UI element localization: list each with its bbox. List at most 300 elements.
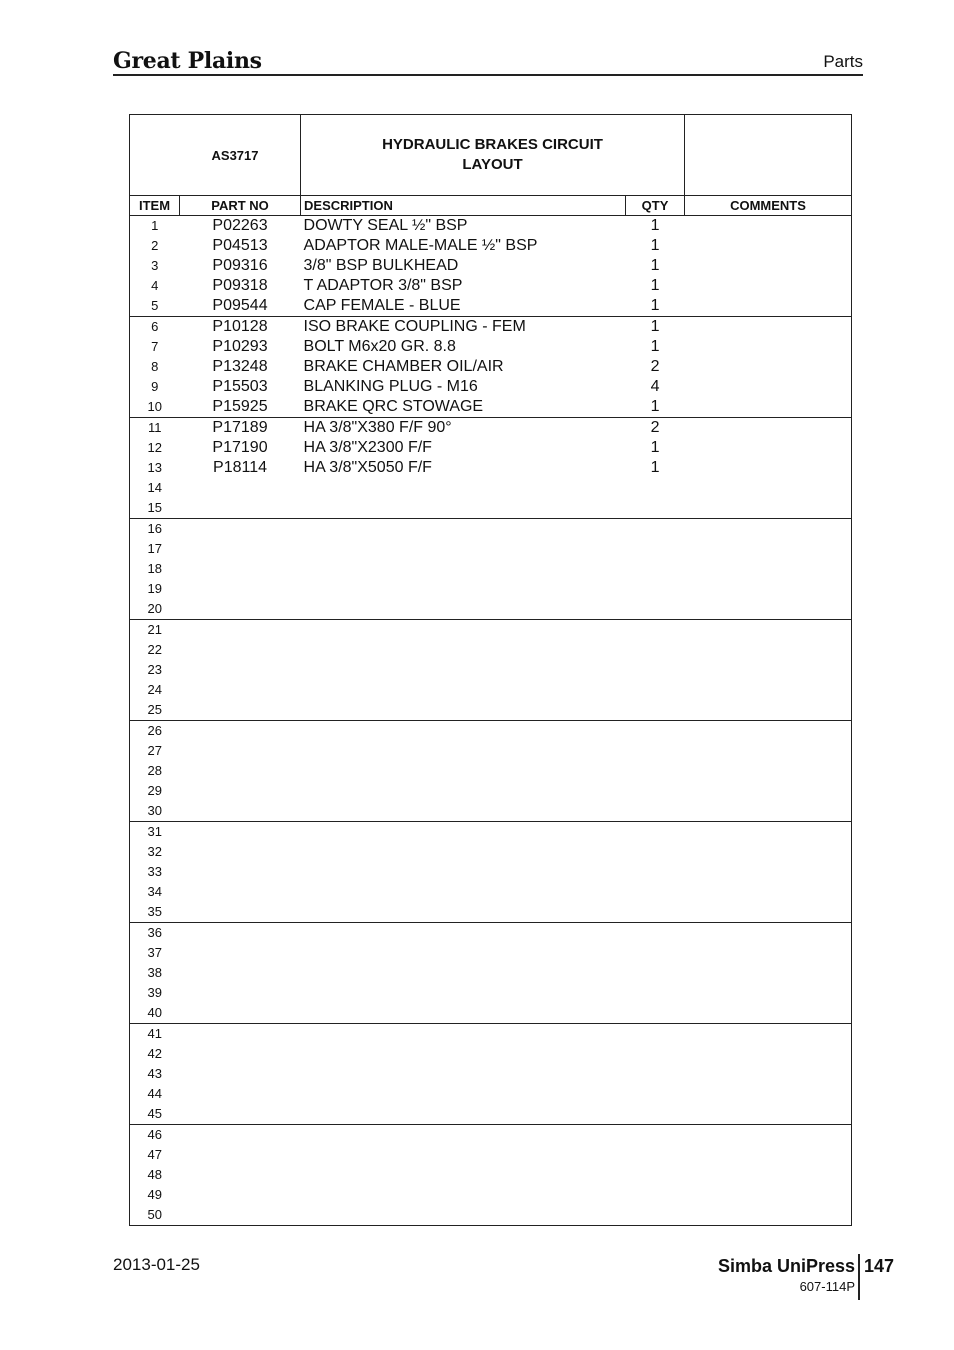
cell-qty — [626, 1104, 685, 1125]
cell-item: 40 — [130, 1003, 180, 1024]
cell-item: 33 — [130, 862, 180, 882]
table-row — [130, 337, 852, 357]
table-row — [130, 377, 852, 397]
cell-comments — [685, 660, 852, 680]
cell-comments — [685, 882, 852, 902]
cell-description — [301, 1003, 626, 1024]
table-row — [130, 296, 852, 317]
cell-part-no — [180, 721, 301, 742]
cell-qty: 1 — [650, 257, 660, 274]
table-row — [130, 256, 852, 276]
cell-part-no: P09318 — [212, 277, 268, 294]
cell-item: 37 — [130, 943, 180, 963]
table-row — [130, 781, 852, 801]
cell-comments — [685, 761, 852, 781]
cell-item: 44 — [130, 1084, 180, 1104]
cell-item: 15 — [130, 498, 180, 519]
cell-item: 22 — [130, 640, 180, 660]
cell-qty — [626, 519, 685, 540]
cell-comments — [685, 317, 852, 338]
cell-item: 17 — [130, 539, 180, 559]
cell-item: 4 — [130, 276, 180, 296]
cell-part-no — [180, 902, 301, 923]
cell-description — [301, 963, 626, 983]
cell-item: 46 — [130, 1125, 180, 1146]
cell-description — [301, 478, 626, 498]
cell-description — [301, 1084, 626, 1104]
cell-part-no: P10128 — [212, 318, 268, 335]
table-row — [130, 418, 852, 439]
cell-part-no — [180, 1165, 301, 1185]
cell-comments — [685, 478, 852, 498]
cell-comments — [685, 983, 852, 1003]
assembly-title-line1: HYDRAULIC BRAKES CIRCUIT — [382, 136, 603, 153]
cell-comments — [685, 377, 852, 397]
cell-part-no — [180, 761, 301, 781]
table-row — [130, 660, 852, 680]
cell-qty — [626, 721, 685, 742]
cell-comments — [685, 337, 852, 357]
cell-qty — [626, 539, 685, 559]
cell-qty — [626, 620, 685, 641]
assembly-number: AS3717 — [130, 115, 301, 196]
cell-comments — [685, 640, 852, 660]
cell-description: ISO BRAKE COUPLING - FEM — [303, 318, 526, 335]
table-row — [130, 1104, 852, 1125]
cell-comments — [685, 1185, 852, 1205]
cell-qty — [626, 741, 685, 761]
cell-qty: 1 — [650, 338, 660, 355]
cell-description — [301, 761, 626, 781]
cell-part-no — [180, 842, 301, 862]
cell-part-no — [180, 923, 301, 944]
table-row — [130, 902, 852, 923]
cell-qty — [626, 1024, 685, 1045]
cell-item: 27 — [130, 741, 180, 761]
cell-description — [301, 539, 626, 559]
table-row — [130, 539, 852, 559]
cell-part-no: P02263 — [212, 217, 268, 234]
cell-description — [301, 660, 626, 680]
table-row — [130, 862, 852, 882]
cell-part-no: P09544 — [180, 296, 301, 317]
cell-part-no — [180, 519, 301, 540]
table-row — [130, 216, 852, 237]
cell-part-no — [180, 478, 301, 498]
cell-qty — [626, 1084, 685, 1104]
cell-part-no: P18114 — [213, 459, 267, 476]
table-row — [130, 276, 852, 296]
cell-item: 9 — [130, 377, 180, 397]
table-title-row — [130, 115, 852, 196]
cell-item: 21 — [130, 620, 180, 641]
cell-description — [301, 1185, 626, 1205]
cell-qty — [626, 700, 685, 721]
cell-item: 28 — [130, 761, 180, 781]
cell-qty — [626, 1165, 685, 1185]
table-row — [130, 842, 852, 862]
cell-qty — [626, 599, 685, 620]
cell-item: 36 — [130, 923, 180, 944]
cell-part-no: P09316 — [212, 257, 268, 274]
cell-description: HA 3/8"X380 F/F 90° — [303, 419, 452, 436]
cell-qty — [626, 923, 685, 944]
cell-comments — [685, 801, 852, 822]
cell-description — [301, 822, 626, 843]
cell-description — [301, 862, 626, 882]
cell-qty: 1 — [650, 318, 660, 335]
table-row — [130, 822, 852, 843]
cell-item: 24 — [130, 680, 180, 700]
cell-qty — [626, 680, 685, 700]
cell-item: 20 — [130, 599, 180, 620]
cell-description — [301, 1125, 626, 1146]
table-row — [130, 761, 852, 781]
cell-item: 48 — [130, 1165, 180, 1185]
cell-comments — [685, 599, 852, 620]
cell-item: 32 — [130, 842, 180, 862]
cell-part-no — [180, 1064, 301, 1084]
cell-item: 50 — [130, 1205, 180, 1226]
table-row — [130, 498, 852, 519]
cell-qty — [626, 1125, 685, 1146]
table-row — [130, 801, 852, 822]
cell-qty — [626, 559, 685, 579]
cell-part-no — [180, 700, 301, 721]
cell-description — [301, 781, 626, 801]
cell-part-no — [180, 1185, 301, 1205]
cell-qty: 1 — [626, 296, 685, 317]
cell-comments — [685, 1104, 852, 1125]
cell-item: 41 — [130, 1024, 180, 1045]
cell-description: 3/8" BSP BULKHEAD — [303, 257, 459, 274]
cell-comments — [685, 822, 852, 843]
cell-qty — [626, 640, 685, 660]
cell-part-no — [180, 539, 301, 559]
cell-qty — [626, 882, 685, 902]
table-row — [130, 1185, 852, 1205]
table-row — [130, 599, 852, 620]
table-row — [130, 700, 852, 721]
cell-item: 43 — [130, 1064, 180, 1084]
cell-item: 19 — [130, 579, 180, 599]
cell-part-no — [180, 1104, 301, 1125]
table-row — [130, 923, 852, 944]
cell-qty — [626, 478, 685, 498]
cell-part-no — [180, 943, 301, 963]
cell-qty — [626, 1205, 685, 1226]
section-label: Parts — [823, 52, 863, 71]
cell-comments — [685, 418, 852, 439]
cell-description — [301, 721, 626, 742]
cell-qty — [626, 801, 685, 822]
table-row — [130, 721, 852, 742]
table-row — [130, 357, 852, 377]
cell-description — [301, 1064, 626, 1084]
cell-item: 26 — [130, 721, 180, 742]
cell-part-no — [180, 640, 301, 660]
cell-part-no: P13248 — [212, 358, 268, 375]
cell-comments — [685, 397, 852, 418]
cell-part-no — [180, 620, 301, 641]
table-row — [130, 680, 852, 700]
cell-part-no: P10293 — [212, 338, 268, 355]
cell-comments — [685, 781, 852, 801]
col-header-item: ITEM — [130, 196, 180, 216]
cell-description — [301, 1145, 626, 1165]
cell-description — [301, 680, 626, 700]
cell-comments — [685, 1044, 852, 1064]
cell-qty: 1 — [650, 237, 660, 254]
cell-qty — [626, 1044, 685, 1064]
cell-part-no — [180, 1084, 301, 1104]
cell-part-no — [180, 1024, 301, 1045]
cell-item: 2 — [130, 236, 180, 256]
table-row — [130, 620, 852, 641]
cell-part-no — [180, 963, 301, 983]
cell-part-no: P15925 — [180, 397, 301, 418]
cell-item: 12 — [130, 438, 180, 458]
cell-comments — [685, 236, 852, 256]
cell-comments — [685, 1165, 852, 1185]
cell-comments — [685, 943, 852, 963]
cell-item: 42 — [130, 1044, 180, 1064]
table-row — [130, 1205, 852, 1226]
cell-item: 30 — [130, 801, 180, 822]
cell-description — [301, 923, 626, 944]
cell-comments — [685, 963, 852, 983]
cell-item: 8 — [130, 357, 180, 377]
table-row — [130, 1125, 852, 1146]
cell-qty — [626, 1185, 685, 1205]
cell-comments — [685, 1003, 852, 1024]
table-row — [130, 458, 852, 478]
table-row — [130, 1003, 852, 1024]
cell-part-no — [180, 822, 301, 843]
cell-description — [301, 943, 626, 963]
cell-comments — [685, 1145, 852, 1165]
parts-table — [129, 114, 852, 1226]
brand-logo: Great Plains — [113, 48, 262, 74]
cell-comments — [685, 579, 852, 599]
cell-part-no — [180, 1044, 301, 1064]
cell-item: 45 — [130, 1104, 180, 1125]
col-header-comments: COMMENTS — [685, 196, 852, 216]
cell-part-no: P17190 — [212, 439, 268, 456]
cell-description — [301, 882, 626, 902]
cell-description — [301, 559, 626, 579]
cell-part-no: P17189 — [212, 419, 268, 436]
cell-part-no — [180, 862, 301, 882]
cell-description: ADAPTOR MALE-MALE ½" BSP — [303, 237, 538, 254]
table-row — [130, 640, 852, 660]
table-row — [130, 478, 852, 498]
table-row — [130, 963, 852, 983]
cell-comments — [685, 498, 852, 519]
cell-item: 13 — [130, 458, 180, 478]
cell-qty — [626, 963, 685, 983]
cell-item: 11 — [130, 418, 180, 439]
assembly-title — [301, 115, 685, 196]
cell-comments — [685, 1125, 852, 1146]
cell-description: CAP FEMALE - BLUE — [301, 296, 626, 317]
cell-description — [301, 1104, 626, 1125]
footer-doc-number: 607-114P — [799, 1279, 855, 1294]
cell-part-no — [180, 1145, 301, 1165]
cell-description: BLANKING PLUG - M16 — [303, 378, 478, 395]
cell-description: HA 3/8"X5050 F/F — [303, 459, 432, 476]
table-row — [130, 1024, 852, 1045]
header-divider — [113, 74, 863, 76]
cell-comments — [685, 539, 852, 559]
cell-item: 3 — [130, 256, 180, 276]
cell-comments — [685, 296, 852, 317]
cell-part-no — [180, 599, 301, 620]
cell-description: BRAKE QRC STOWAGE — [301, 397, 626, 418]
cell-description: T ADAPTOR 3/8" BSP — [303, 277, 463, 294]
cell-part-no — [180, 1125, 301, 1146]
cell-qty: 2 — [650, 419, 660, 436]
cell-description — [301, 498, 626, 519]
cell-comments — [685, 741, 852, 761]
table-row — [130, 397, 852, 418]
table-row — [130, 983, 852, 1003]
cell-comments — [685, 519, 852, 540]
table-row — [130, 519, 852, 540]
cell-qty — [626, 781, 685, 801]
cell-comments — [685, 256, 852, 276]
cell-item: 35 — [130, 902, 180, 923]
title-blank-cell — [685, 115, 852, 196]
cell-part-no — [180, 983, 301, 1003]
table-row — [130, 438, 852, 458]
cell-qty — [626, 761, 685, 781]
cell-description — [301, 640, 626, 660]
cell-comments — [685, 700, 852, 721]
cell-comments — [685, 842, 852, 862]
cell-qty — [626, 983, 685, 1003]
cell-item: 10 — [130, 397, 180, 418]
cell-description — [301, 902, 626, 923]
table-row — [130, 1064, 852, 1084]
cell-description — [301, 801, 626, 822]
cell-comments — [685, 438, 852, 458]
cell-description — [301, 1205, 626, 1226]
table-row — [130, 741, 852, 761]
cell-item: 5 — [130, 296, 180, 317]
footer-date: 2013-01-25 — [113, 1255, 200, 1274]
table-row — [130, 579, 852, 599]
cell-part-no — [180, 801, 301, 822]
table-row — [130, 943, 852, 963]
cell-part-no — [180, 741, 301, 761]
table-row — [130, 1165, 852, 1185]
footer-divider — [858, 1254, 860, 1300]
page-number: 147 — [864, 1256, 895, 1276]
table-row — [130, 317, 852, 338]
footer-product-name: Simba UniPress — [717, 1256, 855, 1276]
cell-comments — [685, 1084, 852, 1104]
cell-description — [301, 842, 626, 862]
cell-item: 7 — [130, 337, 180, 357]
cell-item: 31 — [130, 822, 180, 843]
cell-qty: 2 — [650, 358, 660, 375]
cell-item: 14 — [130, 478, 180, 498]
cell-description — [301, 1024, 626, 1045]
cell-part-no: P04513 — [212, 237, 268, 254]
cell-qty — [626, 842, 685, 862]
cell-description — [301, 579, 626, 599]
cell-comments — [685, 1205, 852, 1226]
cell-qty — [626, 902, 685, 923]
cell-part-no — [180, 680, 301, 700]
assembly-title-line2: LAYOUT — [462, 156, 523, 173]
col-header-part-no: PART NO — [180, 196, 301, 216]
table-row — [130, 1084, 852, 1104]
cell-description: DOWTY SEAL ½" BSP — [303, 217, 468, 234]
col-header-description: DESCRIPTION — [301, 196, 626, 216]
cell-comments — [685, 721, 852, 742]
table-row — [130, 1044, 852, 1064]
cell-description — [301, 741, 626, 761]
cell-qty: 1 — [650, 277, 660, 294]
cell-description: BRAKE CHAMBER OIL/AIR — [303, 358, 504, 375]
cell-comments — [685, 1064, 852, 1084]
col-header-qty: QTY — [626, 196, 685, 216]
cell-comments — [685, 216, 852, 237]
table-row — [130, 1145, 852, 1165]
cell-comments — [685, 680, 852, 700]
cell-comments — [685, 1024, 852, 1045]
cell-qty — [626, 822, 685, 843]
cell-comments — [685, 902, 852, 923]
cell-part-no — [180, 781, 301, 801]
cell-comments — [685, 276, 852, 296]
table-row — [130, 882, 852, 902]
table-row — [130, 236, 852, 256]
cell-qty — [626, 498, 685, 519]
cell-item: 16 — [130, 519, 180, 540]
cell-description: HA 3/8"X2300 F/F — [303, 439, 432, 456]
cell-item: 49 — [130, 1185, 180, 1205]
cell-qty — [626, 862, 685, 882]
cell-part-no — [180, 498, 301, 519]
cell-item: 25 — [130, 700, 180, 721]
cell-part-no — [180, 882, 301, 902]
cell-qty — [626, 1003, 685, 1024]
cell-part-no — [180, 579, 301, 599]
cell-qty: 1 — [650, 217, 660, 234]
cell-description — [301, 983, 626, 1003]
cell-part-no — [180, 660, 301, 680]
cell-part-no — [180, 1003, 301, 1024]
cell-item: 6 — [130, 317, 180, 338]
cell-qty — [626, 1145, 685, 1165]
cell-description — [301, 599, 626, 620]
cell-description: BOLT M6x20 GR. 8.8 — [303, 338, 456, 355]
cell-description — [301, 1044, 626, 1064]
cell-item: 18 — [130, 559, 180, 579]
cell-qty — [626, 943, 685, 963]
table-row — [130, 559, 852, 579]
table-body — [130, 216, 852, 1226]
cell-item: 38 — [130, 963, 180, 983]
cell-qty — [626, 660, 685, 680]
cell-item: 39 — [130, 983, 180, 1003]
cell-item: 47 — [130, 1145, 180, 1165]
cell-item: 29 — [130, 781, 180, 801]
cell-comments — [685, 862, 852, 882]
